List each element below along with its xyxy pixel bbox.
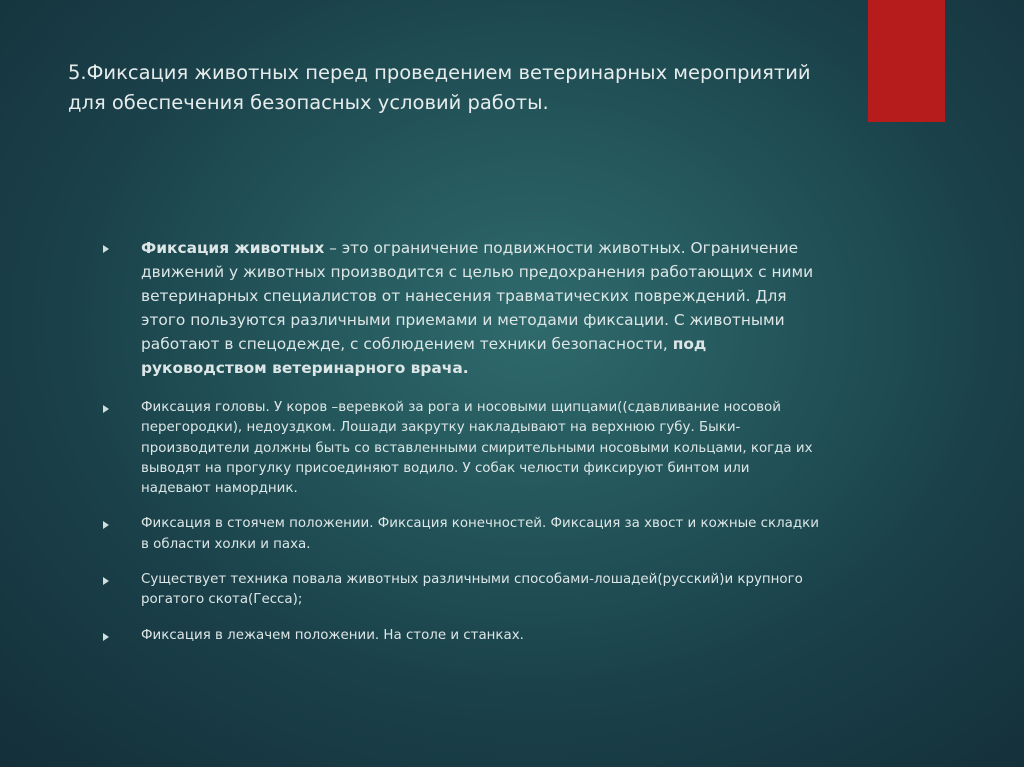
- bullet-list: [103, 236, 823, 646]
- triangle-right-icon: [103, 577, 109, 585]
- bullet-text: Фиксация в лежачем положении. На столе и станках.: [141, 627, 524, 643]
- bullet-item: [103, 570, 823, 611]
- bullet-item: [103, 236, 823, 380]
- bullet-text: Фиксация в стоячем положении. Фиксация конечностей. Фиксация за хвост и кожные складки в области холки и паха.: [141, 516, 819, 552]
- bullet-text: Фиксация головы. У коров –веревкой за рога и носовыми щипцами((сдавливание носовой перегородки), недоуздком. Лошади закрутку накладывают на верхнюю губу. Быки-производители должны быть со вставленными смирительными носовыми кольцами, когда их выводят на прогулку присоединяют водило. У собак челюсти фиксируют бинтом или надевают намордник.: [141, 400, 813, 497]
- triangle-right-icon: [103, 245, 109, 253]
- triangle-right-icon: [103, 633, 109, 641]
- slide-title: 5.Фиксация животных перед проведением ветеринарных мероприятий для обеспечения безопасных условий работы.: [68, 61, 811, 114]
- bullet-item: [103, 626, 823, 646]
- triangle-right-icon: [103, 521, 109, 529]
- bullet-bold-lead: Фиксация животных: [141, 239, 325, 257]
- red-accent-bar: [868, 0, 945, 122]
- bullet-bold-tail: под руководством ветеринарного врача.: [141, 335, 707, 377]
- bullet-item: [103, 398, 823, 499]
- bullet-text: Существует техника повала животных различными способами-лошадей(русский)и крупного рогатого скота(Гесса);: [141, 572, 803, 608]
- bullet-text: – это ограничение подвижности животных. Ограничение движений у животных производится с целью предохранения работающих с ними ветеринарных специалистов от нанесения травматических повреждений. Для этого пользуются различными приемами и методами фиксации. С животными работают в спецодежде, с соблюдением техники безопасности,: [141, 239, 814, 353]
- triangle-right-icon: [103, 405, 109, 413]
- bullet-item: [103, 514, 823, 555]
